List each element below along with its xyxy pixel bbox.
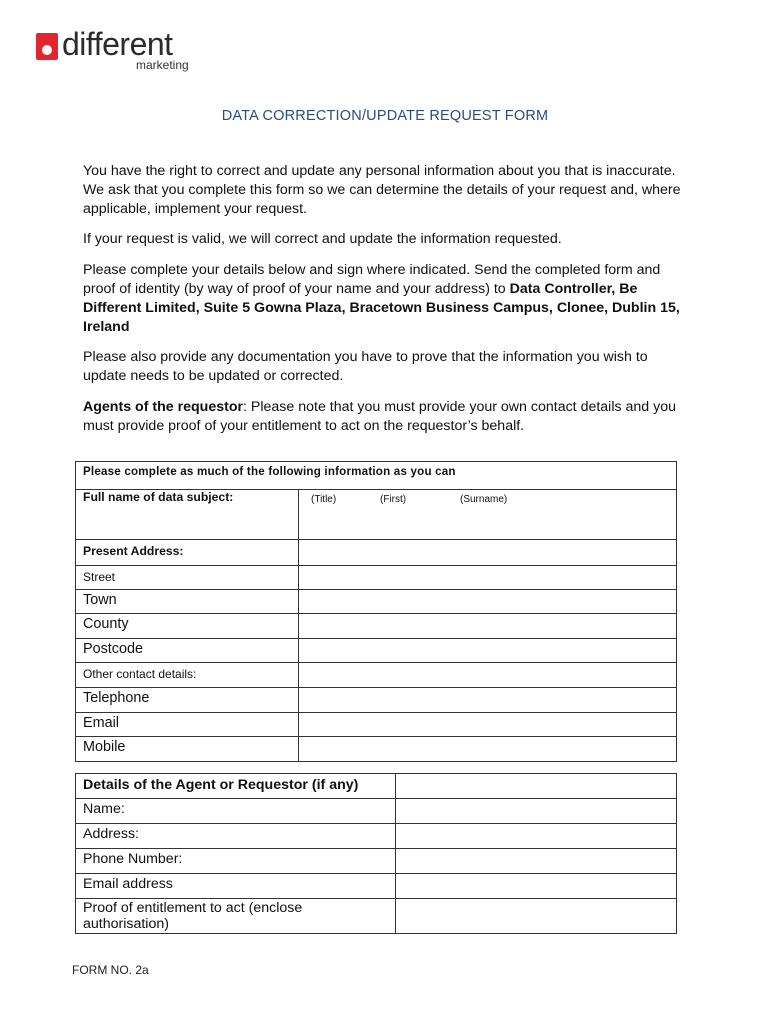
telephone-field[interactable]	[299, 688, 677, 713]
agent-phone-field[interactable]	[396, 849, 677, 874]
email-label: Email	[76, 713, 299, 737]
logo-mark-icon	[36, 33, 58, 60]
agent-proof-label: Proof of entitlement to act (enclose authorisation)	[76, 899, 396, 934]
county-field[interactable]	[299, 614, 677, 639]
first-hint: (First)	[380, 494, 407, 505]
agent-table-header: Details of the Agent or Requestor (if any)	[76, 774, 396, 799]
data-controller-address: Data Controller, Be Different Limited, Suite 5 Gowna Plaza, Bracetown Business Campus, Clonee, Dublin 15, Ireland	[83, 281, 680, 335]
paragraph-send-details	[83, 261, 683, 337]
paragraph-rights: You have the right to correct and update any personal information about you that is inaccurate. We ask that you complete this form so we can determine the details of your request and, where applicable, implement your request.	[83, 163, 681, 217]
agent-email-label: Email address	[76, 874, 396, 899]
paragraph-agents	[83, 398, 683, 436]
street-label: Street	[76, 566, 299, 590]
page-title: DATA CORRECTION/UPDATE REQUEST FORM	[221, 108, 549, 124]
agent-email-field[interactable]	[396, 874, 677, 899]
county-label: County	[76, 614, 299, 639]
agent-phone-label: Phone Number:	[76, 849, 396, 874]
company-logo	[36, 26, 206, 72]
other-contact-label: Other contact details:	[76, 663, 299, 688]
paragraph-documentation: Please also provide any documentation you have to prove that the information you wish to update needs to be updated or corrected.	[83, 349, 648, 384]
full-name-field[interactable]	[299, 490, 677, 540]
agents-text: : Please note that you must provide your own contact details and you must provide proof of your entitlement to act on the requestor’s behalf.	[83, 399, 677, 434]
agent-header-field[interactable]	[396, 774, 677, 799]
other-contact-field[interactable]	[299, 663, 677, 688]
subject-table-header: Please complete as much of the following information as you can	[76, 462, 677, 490]
email-field[interactable]	[299, 713, 677, 737]
surname-hint: (Surname)	[460, 494, 508, 505]
form-number: FORM NO. 2a	[72, 963, 149, 977]
street-field[interactable]	[299, 566, 677, 590]
send-details-text: Please complete your details below and sign where indicated. Send the completed form and proof of identity (by way of proof of your name and your address) to	[83, 262, 661, 297]
present-address-label: Present Address:	[76, 540, 299, 566]
telephone-label: Telephone	[76, 688, 299, 713]
agent-name-label: Name:	[76, 799, 396, 824]
logo-word: different	[62, 26, 173, 62]
mobile-field[interactable]	[299, 737, 677, 762]
town-field[interactable]	[299, 590, 677, 614]
postcode-field[interactable]	[299, 639, 677, 663]
present-address-field[interactable]	[299, 540, 677, 566]
postcode-label: Postcode	[76, 639, 299, 663]
data-subject-table	[75, 461, 677, 762]
agent-address-label: Address:	[76, 824, 396, 849]
town-label: Town	[76, 590, 299, 614]
agents-heading: Agents of the requestor	[83, 399, 244, 415]
agent-address-field[interactable]	[396, 824, 677, 849]
logo-sub: marketing	[136, 58, 189, 72]
paragraph-valid: If your request is valid, we will correct and update the information requested.	[83, 231, 562, 247]
agent-proof-field[interactable]	[396, 899, 677, 934]
agent-table	[75, 773, 677, 934]
mobile-label: Mobile	[76, 737, 299, 762]
full-name-label: Full name of data subject:	[76, 490, 299, 540]
agent-name-field[interactable]	[396, 799, 677, 824]
title-hint: (Title)	[311, 494, 337, 505]
